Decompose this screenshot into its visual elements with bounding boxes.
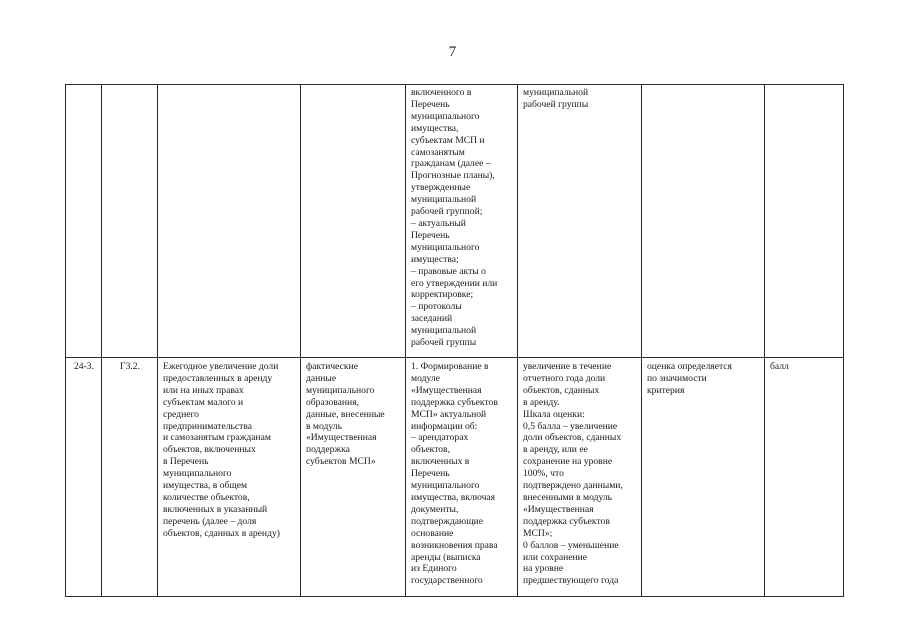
cell-requirements: 1. Формирование в модуле «Имущественная поддержка субъектов МСП» актуальной информации об: – арендаторах объектов, включенных в Перечень муниципального имущества, включая документы, подтверждающие основание возникновения права аренды (выписка из Единого государственного (406, 358, 518, 597)
cell-scale: увеличение в течение отчетного года доли объектов, сданных в аренду. Шкала оценки: 0,5 балла – увеличение доли объектов, сданных в аренду, или ее сохранение на уровне 100%, что подтверждено данными, внесенными в модуль «Имущественная поддержка субъектов МСП»; 0 баллов – уменьшение или сохранение на уровне предшествующего года (518, 358, 642, 597)
cell-source: фактические данные муниципального образования, данные, внесенные в модуль «Имущественная поддержка субъектов МСП» (301, 358, 406, 597)
cell-indicator: Ежегодное увеличение доли предоставленных в аренду или на иных правах субъектам малого и среднего предпринимательства и самозанятым гражданам объектов, включенных в Перечень муниципального имущества, в общем количестве объектов, включенных в указанный перечень (далее – доля объектов, сданных в аренду) (158, 358, 301, 597)
page-number: 7 (448, 44, 457, 60)
criteria-table (65, 84, 844, 597)
cell-code (102, 85, 158, 358)
cell-scale: муниципальной рабочей группы (518, 85, 642, 358)
cell-indicator (158, 85, 301, 358)
table-row (66, 358, 844, 597)
cell-number (66, 85, 102, 358)
cell-number: 24-3. (66, 358, 102, 597)
cell-requirements: включенного в Перечень муниципального имущества, субъектам МСП и самозанятым гражданам (далее – Прогнозные планы), утвержденные муниципальной рабочей группой; – актуальный Перечень муниципального имущества; – правовые акты о его утверждении или корректировке; – протоколы заседаний муниципальной рабочей группы (406, 85, 518, 358)
table-row (66, 85, 844, 358)
cell-method (642, 85, 765, 358)
cell-code: Г3.2. (102, 358, 158, 597)
cell-unit (765, 85, 844, 358)
cell-method: оценка определяется по значимости критерия (642, 358, 765, 597)
cell-source (301, 85, 406, 358)
cell-unit: балл (765, 358, 844, 597)
